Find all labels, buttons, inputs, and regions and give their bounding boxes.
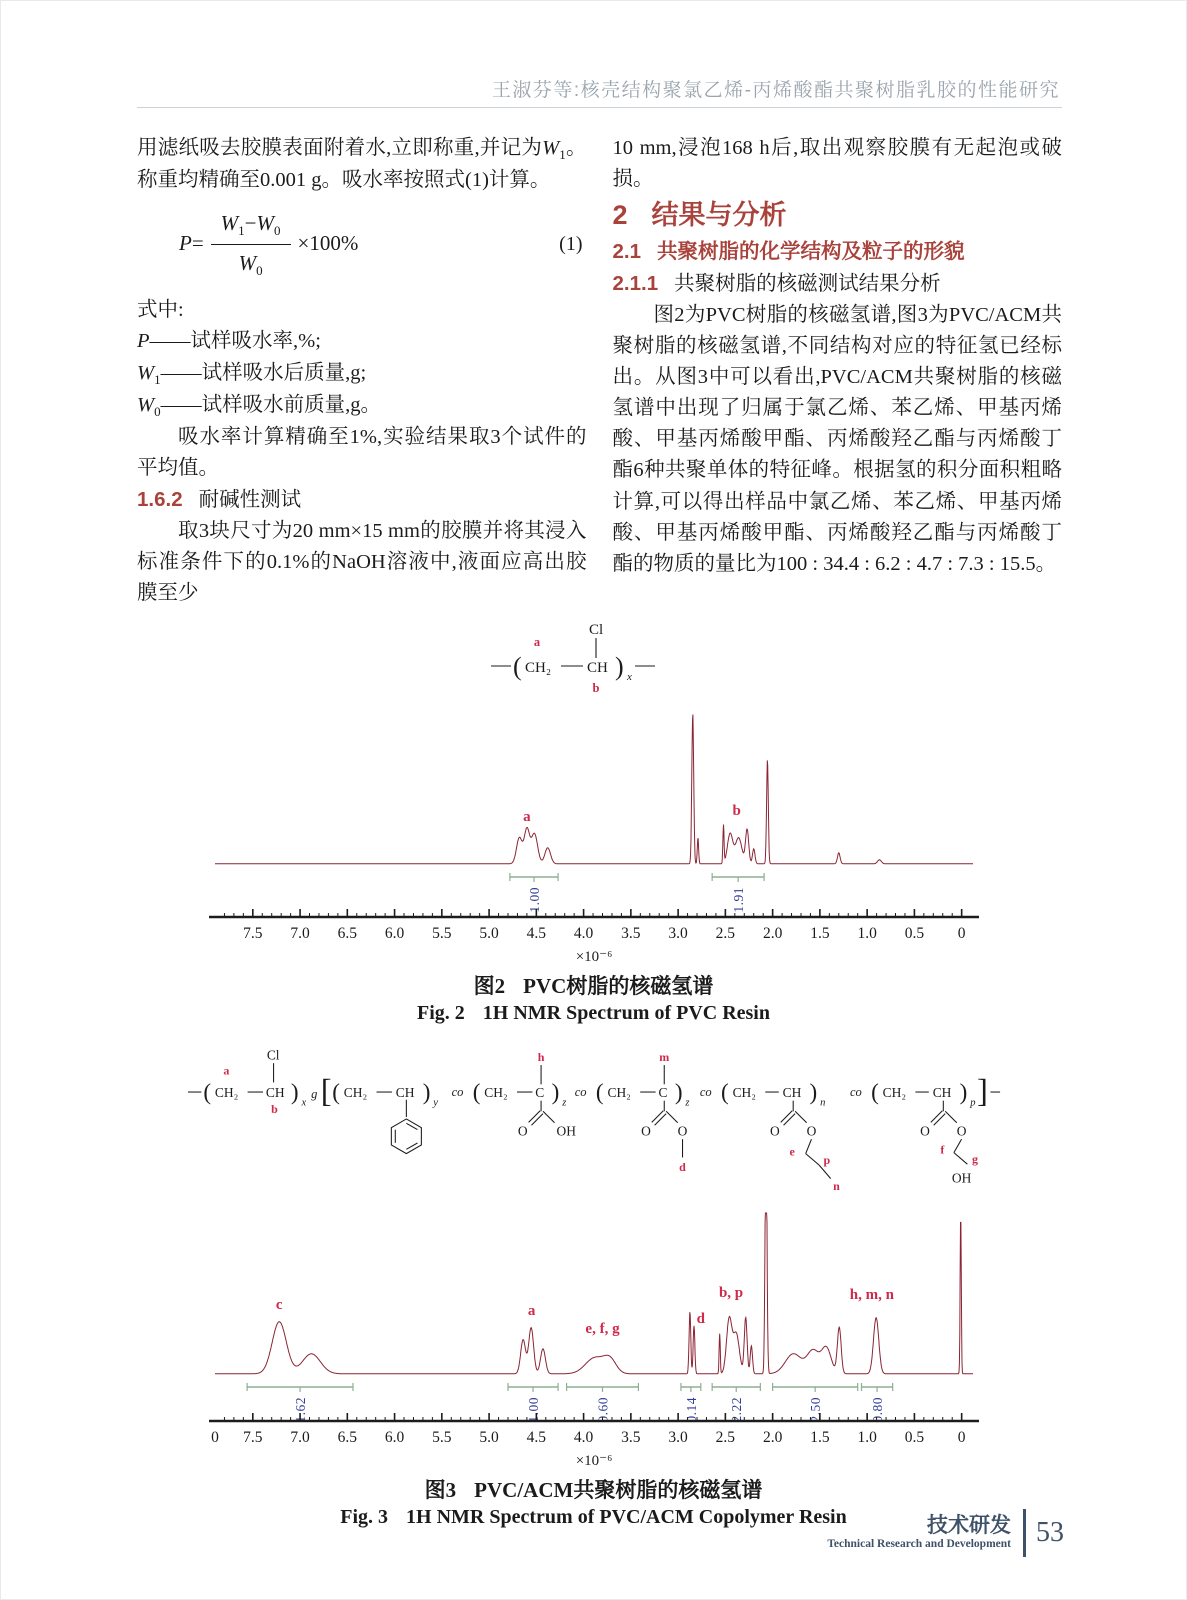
co-link: co [699, 1084, 712, 1099]
paren-open: ( [595, 1078, 604, 1105]
atom-ch2: CH₂ [606, 1084, 631, 1100]
svg-text:1.0: 1.0 [856, 924, 877, 942]
label-b: b [592, 680, 599, 695]
svg-text:×10⁻⁶: ×10⁻⁶ [575, 948, 612, 965]
equals-sign: = [191, 231, 204, 256]
section-title: 耐碱性测试 [198, 487, 302, 511]
fig2-nmr-spectrum [1, 707, 1186, 970]
paragraph-text: 用滤纸吸去胶膜表面附着水,立即称重,并记为 [137, 137, 543, 159]
svg-text:4.0: 4.0 [573, 924, 593, 942]
sub-1: 1 [238, 223, 245, 239]
paragraph-nmr-analysis: 图2为PVC树脂的核磁氢谱,图3为PVC/ACM共聚树脂的核磁氢谱,不同结构对应的特征氢已经标出。从图3中可以看出,PVC/ACM共聚树脂的核磁氢谱中出现了归属于氯乙烯、苯乙烯、甲基丙烯酸、甲基丙烯酸甲酯、丙烯酸羟乙酯与丙烯酸丁酯6种共聚单体的特征峰。根据氢的积分面积粗略计算,可以得出样品中氯乙烯、苯乙烯、甲基丙烯酸、甲基丙烯酸甲酯、丙烯酸羟乙酯与丙烯酸丁酯的物质的量比为100 : 34.4 : 6.2 : 4.7 : 7.3 : 15.5。 [612, 303, 1062, 575]
variable-sub: 1 [559, 147, 566, 163]
svg-text:0.60: 0.60 [595, 1396, 611, 1423]
svg-text:7.0: 7.0 [289, 1428, 310, 1446]
svg-text:3.5: 3.5 [620, 1428, 641, 1446]
subscript-x: x [626, 670, 632, 683]
atom-o: O [677, 1123, 687, 1139]
pvc-acm-structure-svg [186, 1034, 1002, 1202]
atom-ch2: CH₂ [483, 1084, 508, 1100]
atom-cl: Cl [266, 1047, 280, 1063]
atom-c: C [657, 1084, 667, 1100]
paren-open: ( [512, 651, 522, 681]
fig3-nmr-spectrum [1, 1207, 1186, 1474]
fig-number-en: Fig. 2 [417, 1001, 465, 1024]
svg-text:3.5: 3.5 [620, 924, 641, 942]
def-sym: W [137, 393, 155, 416]
section-heading-2-1 [613, 236, 1063, 267]
label-m: m [658, 1050, 669, 1065]
equation-body [137, 208, 358, 281]
atom-ch2: CH₂ [882, 1084, 906, 1100]
svg-text:0: 0 [957, 924, 966, 942]
svg-text:1.00: 1.00 [525, 1396, 541, 1423]
svg-text:2.0: 2.0 [762, 1428, 782, 1446]
subscript-z: z [561, 1097, 566, 1109]
paren-close: ) [290, 1078, 299, 1105]
running-head-title: 王淑芬等:核壳结构聚氯乙烯-丙烯酸酯共聚树脂乳胶的性能研究 [491, 80, 1060, 101]
fig2-caption-en [1, 1000, 1186, 1026]
section-number: 2.1.1 [612, 271, 659, 295]
svg-text:a: a [522, 808, 531, 825]
sub-0: 0 [256, 263, 263, 279]
paren-open: ( [202, 1078, 211, 1105]
paren-close: ) [959, 1078, 967, 1105]
fig-title: PVC/ACM共聚树脂的核磁氢谱 [474, 1477, 763, 1502]
def-sub: 1 [154, 371, 161, 387]
svg-text:0.14: 0.14 [683, 1396, 699, 1423]
svg-text:0.80: 0.80 [869, 1396, 885, 1423]
atom-o: O [919, 1123, 930, 1139]
svg-text:1.62: 1.62 [292, 1396, 308, 1423]
var-w: W [238, 250, 257, 275]
paragraph-continued: 10 mm,浸泡168 h后,取出观察胶膜有无起泡或破损。 [612, 137, 1062, 191]
svg-text:c: c [275, 1296, 283, 1313]
label-h: h [537, 1050, 544, 1065]
atom-c: C [534, 1084, 544, 1100]
label-f: f [939, 1142, 944, 1157]
bracket-open: [ [320, 1073, 332, 1110]
svg-text:3.0: 3.0 [667, 1428, 688, 1446]
footer-section [827, 1514, 1011, 1552]
svg-text:6.5: 6.5 [337, 924, 357, 942]
co-link: co [451, 1084, 463, 1099]
paren-close: ) [422, 1078, 430, 1105]
subscript-y: y [432, 1097, 438, 1109]
atom-ch: CH [265, 1084, 285, 1100]
right-column [613, 133, 1063, 610]
paren-open: ( [331, 1078, 340, 1105]
svg-text:6.5: 6.5 [337, 1428, 357, 1446]
paragraph-alkali-test: 取3块尺寸为20 mm×15 mm的胶膜并将其浸入标准条件下的0.1%的NaOH溶液中,液面应高出胶膜至少 [137, 520, 587, 605]
atom-ch: CH [932, 1084, 951, 1100]
svg-text:1.00: 1.00 [526, 886, 542, 913]
section-number: 1.6.2 [137, 487, 183, 511]
label-p: p [823, 1153, 830, 1168]
svg-text:0.5: 0.5 [904, 924, 924, 942]
svg-text:1.0: 1.0 [856, 1428, 877, 1446]
bracket-close: ] [976, 1073, 988, 1110]
atom-oh: OH [555, 1123, 576, 1139]
fig-title: PVC树脂的核磁氢谱 [523, 973, 714, 998]
fraction-numerator [211, 208, 291, 245]
var-w: W [256, 211, 275, 235]
label-a: a [222, 1063, 229, 1078]
atom-ch2: CH₂ [732, 1084, 756, 1100]
def-sub: 0 [154, 403, 161, 419]
label-e: e [789, 1144, 795, 1159]
co-link: co [849, 1084, 862, 1099]
paren-close: ) [614, 651, 624, 681]
paren-close: ) [674, 1078, 683, 1105]
atom-ch2: CH₂ [524, 659, 551, 676]
sub-0: 0 [274, 223, 281, 239]
def-text: ——试样吸水后质量,g; [160, 361, 367, 384]
fig-number: 图2 [473, 973, 506, 998]
paragraph-water-absorb [137, 133, 587, 196]
phenyl-ring [391, 1119, 421, 1154]
def-sym: W [137, 361, 155, 384]
where-line: 式中: [137, 298, 184, 321]
atom-ch: CH [395, 1084, 414, 1100]
section-heading-2-1-1 [613, 268, 1063, 300]
paren-close: ) [551, 1078, 559, 1105]
left-column [137, 133, 587, 610]
svg-text:0: 0 [210, 1428, 219, 1446]
def-text: ——试样吸水前质量,g。 [160, 393, 381, 416]
atom-ch: CH [782, 1084, 801, 1100]
svg-text:5.0: 5.0 [478, 924, 499, 942]
graft-g: g [310, 1086, 317, 1101]
atom-ch: CH [586, 659, 608, 676]
atom-ch2: CH₂ [214, 1084, 238, 1100]
section-number: 2 [612, 200, 628, 231]
fig-title-en: 1H NMR Spectrum of PVC Resin [482, 1001, 770, 1024]
atom-o: O [806, 1123, 816, 1139]
svg-text:2.22: 2.22 [728, 1396, 744, 1423]
fig-number: 图3 [424, 1477, 457, 1502]
atom-o: O [769, 1123, 780, 1139]
label-a: a [533, 634, 540, 649]
atom-oh: OH [951, 1170, 971, 1186]
svg-text:4.5: 4.5 [526, 924, 546, 942]
fig-number-en: Fig. 3 [340, 1506, 389, 1529]
fig2-caption-cn [1, 972, 1186, 1000]
formula-def-p [137, 326, 587, 358]
svg-text:a: a [527, 1302, 535, 1319]
fraction-denominator [211, 245, 291, 281]
section-title: 共聚树脂的核磁测试结果分析 [674, 271, 941, 295]
svg-text:7.0: 7.0 [289, 924, 310, 942]
section-number: 2.1 [612, 240, 641, 264]
svg-text:b, p: b, p [718, 1284, 743, 1301]
svg-text:2.5: 2.5 [715, 924, 735, 942]
footer-section-en: Technical Research and Development [827, 1538, 1011, 1551]
svg-text:×10⁻⁶: ×10⁻⁶ [575, 1452, 612, 1469]
svg-text:0.5: 0.5 [904, 1428, 924, 1446]
section-title: 结果与分析 [651, 200, 787, 231]
svg-text:7.5: 7.5 [242, 1428, 262, 1446]
atom-o: O [956, 1123, 966, 1139]
label-n: n [832, 1179, 840, 1194]
label-d: d [678, 1159, 686, 1174]
footer-divider [1023, 1509, 1026, 1557]
footer-section-cn: 技术研发 [927, 1513, 1011, 1537]
subscript-z: z [684, 1097, 690, 1109]
fig-title-en: 1H NMR Spectrum of PVC/ACM Copolymer Resin [406, 1506, 847, 1529]
section-heading-2 [613, 195, 1063, 236]
fraction [211, 208, 291, 281]
page-number: 53 [1036, 1517, 1064, 1548]
svg-text:h, m, n: h, m, n [849, 1286, 894, 1303]
svg-text:b: b [732, 802, 741, 819]
header-rule [137, 107, 1062, 108]
fig3-caption-cn [1, 1476, 1186, 1504]
paren-open: ( [870, 1078, 879, 1105]
atom-ch2: CH₂ [343, 1084, 367, 1100]
minus-sign: − [244, 211, 257, 235]
var-w: W [220, 211, 239, 235]
co-link: co [574, 1084, 587, 1099]
section-title: 共聚树脂的化学结构及粒子的形貌 [657, 240, 965, 264]
figure-2 [1, 618, 1186, 1026]
svg-text:e, f, g: e, f, g [584, 1320, 620, 1337]
svg-text:5.5: 5.5 [431, 1428, 452, 1446]
paragraph-text: 。称重均精确至0.001 g。吸水率按照式(1)计算。 [137, 137, 587, 191]
subscript-n: n [819, 1097, 825, 1109]
formula-def-w0 [137, 390, 587, 422]
svg-text:4.5: 4.5 [526, 1428, 546, 1446]
page-footer [827, 1509, 1064, 1557]
svg-text:5.0: 5.0 [478, 1428, 499, 1446]
svg-text:2.0: 2.0 [762, 924, 782, 942]
svg-text:1.5: 1.5 [809, 1428, 830, 1446]
paren-close: ) [809, 1078, 817, 1105]
svg-text:2.50: 2.50 [807, 1396, 823, 1423]
equation-number: (1) [559, 233, 583, 256]
label-b: b [270, 1102, 278, 1117]
svg-text:d: d [696, 1310, 705, 1327]
def-sym: P [137, 330, 150, 353]
section-heading-1-6-2 [137, 484, 587, 516]
equation-1 [137, 208, 587, 281]
svg-text:4.0: 4.0 [573, 1428, 593, 1446]
paren-open: ( [720, 1078, 729, 1105]
label-g: g [971, 1152, 978, 1167]
fig3-chemical-structure [1, 1034, 1186, 1207]
fig2-chemical-structure [1, 618, 1186, 707]
svg-text:1.5: 1.5 [809, 924, 830, 942]
figure-3 [1, 1034, 1186, 1530]
svg-text:6.0: 6.0 [384, 924, 404, 942]
paren-open: ( [472, 1078, 480, 1105]
atom-o: O [517, 1123, 528, 1139]
subscript-x: x [300, 1097, 306, 1109]
svg-text:5.5: 5.5 [431, 924, 452, 942]
subscript-p: p [969, 1097, 976, 1109]
def-text: ——试样吸水率,%; [149, 330, 321, 353]
times-100: ×100% [297, 231, 359, 256]
pvc-structure-svg [489, 618, 699, 702]
atom-o: O [640, 1123, 651, 1139]
svg-text:2.5: 2.5 [715, 1428, 735, 1446]
svg-text:6.0: 6.0 [384, 1428, 404, 1446]
svg-text:1.91: 1.91 [730, 886, 746, 913]
formula-def-w1 [137, 358, 587, 390]
svg-text:0: 0 [957, 1428, 966, 1446]
variable-w: W [542, 137, 560, 159]
svg-text:7.5: 7.5 [242, 924, 262, 942]
svg-text:3.0: 3.0 [667, 924, 688, 942]
atom-cl: Cl [588, 621, 603, 638]
var-p: P [179, 231, 192, 256]
paragraph-average: 吸水率计算精确至1%,实验结果取3个试件的平均值。 [137, 425, 587, 479]
